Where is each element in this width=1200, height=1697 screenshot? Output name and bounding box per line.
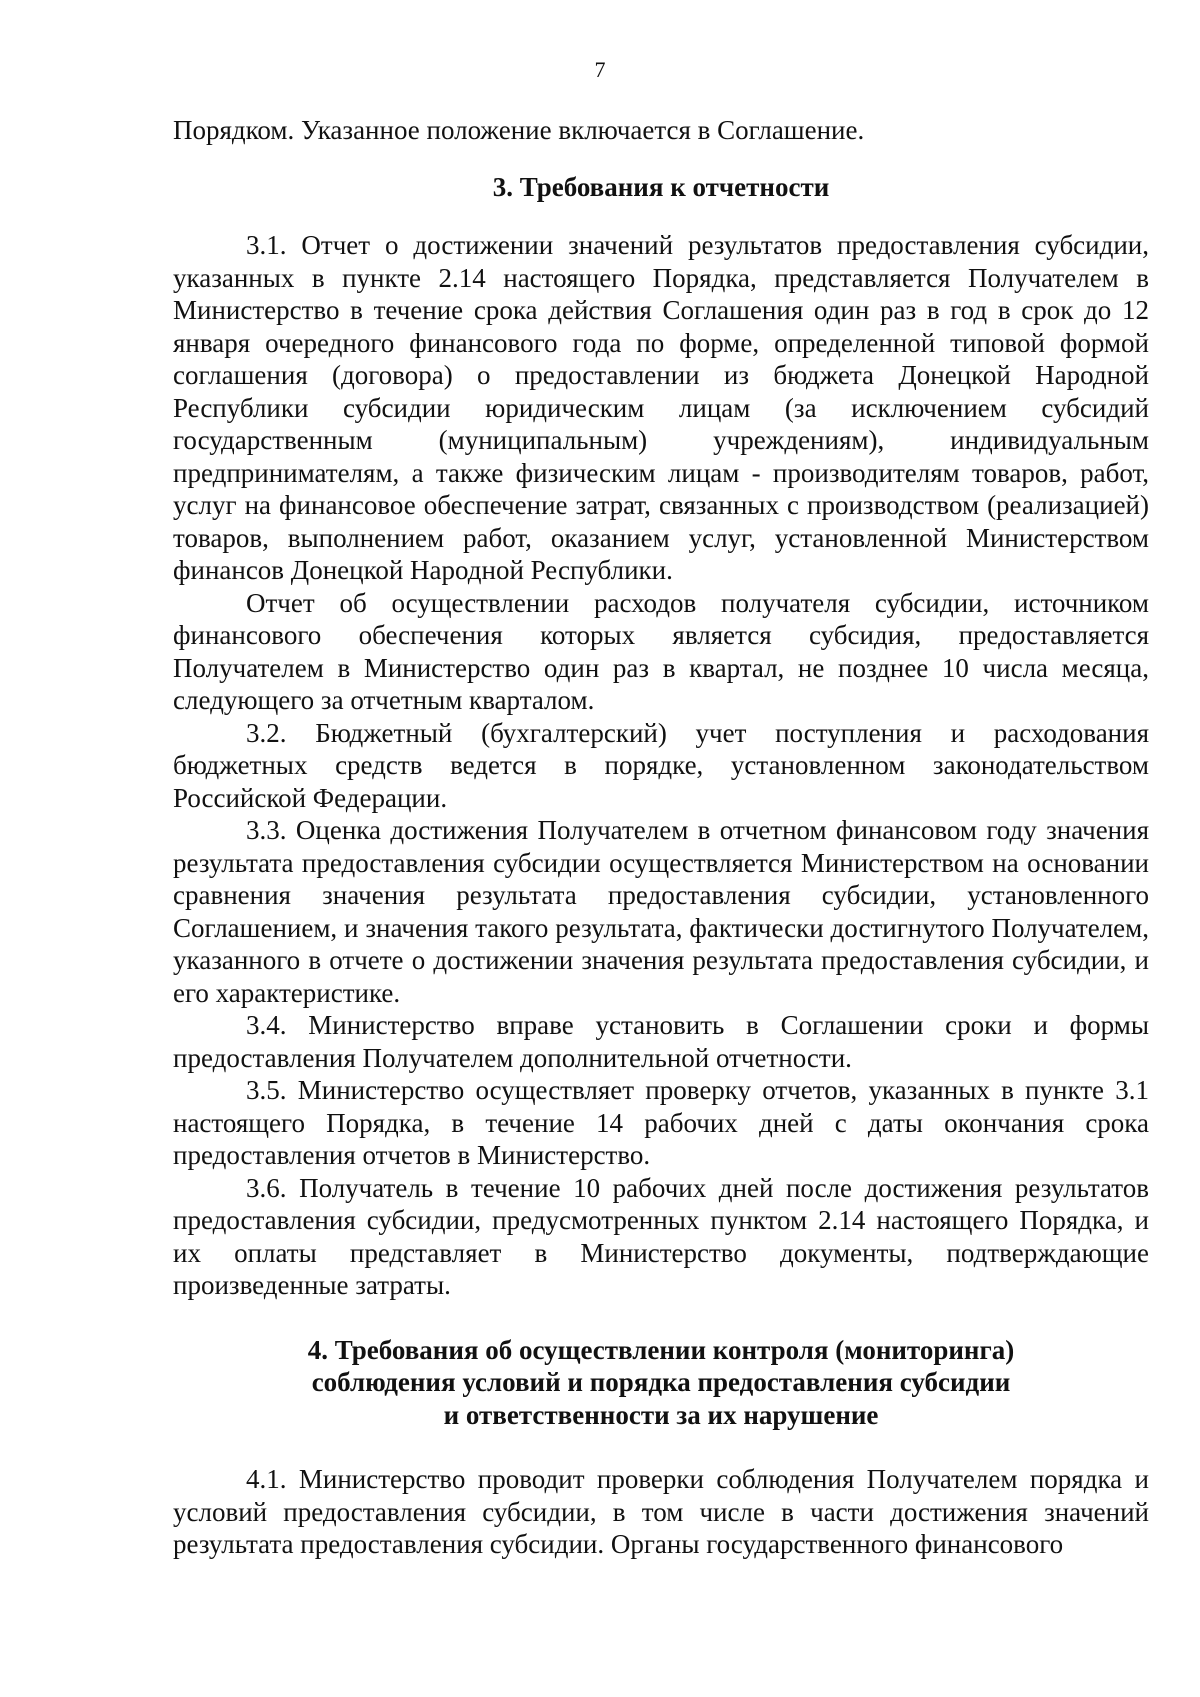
section-3-body [173,229,1149,1302]
document-body [173,114,1149,1561]
paragraph-3-5: 3.5. Министерство осуществляет проверку отчетов, указанных в пункте 3.1 настоящего Порядка, в течение 14 рабочих дней с даты окончания срока предоставления отчетов в Министерство. [173,1075,1149,1170]
paragraph-3-1-expenses-report: Отчет об осуществлении расходов получателя субсидии, источником финансового обеспечения которых является субсидия, предоставляется Получателем в Министерство один раз в квартал, не позднее 10 числа месяца, следующего за отчетным кварталом. [173,587,1149,715]
section-4-heading-line: и ответственности за их нарушение [443,1399,879,1430]
section-3-heading: 3. Требования к отчетности [492,171,830,202]
paragraph-3-4: 3.4. Министерство вправе установить в Соглашении сроки и формы предоставления Получателем дополнительной отчетности. [173,1010,1149,1073]
page-number: 7 [594,57,606,82]
paragraph-4-1: 4.1. Министерство проводит проверки соблюдения Получателем порядка и условий предоставления субсидии, в том числе в части достижения значений результата предоставления субсидии. Органы государственного финансового [173,1464,1149,1559]
section-4-heading-line: соблюдения условий и порядка предоставления субсидии [311,1367,1011,1397]
paragraph-3-3: 3.3. Оценка достижения Получателем в отчетном финансовом году значения результата предоставления субсидии осуществляется Министерством на основании сравнения значения результата предоставления субсидии, установленного Соглашением, и значения такого результата, фактически достигнутого Получателем, указанного в отчете о достижении значения результата предоставления субсидии, и его характеристике. [173,815,1149,1008]
section-4-body [173,1463,1149,1561]
section-4-heading [173,1334,1149,1432]
paragraph-3-6: 3.6. Получатель в течение 10 рабочих дней после достижения результатов предоставления субсидии, предусмотренных пунктом 2.14 настоящего Порядка, и их оплаты представляет в Министерство документы, подтверждающие произведенные затраты. [173,1172,1149,1300]
continuation-text: Порядком. Указанное положение включается в Соглашение. [173,115,865,145]
paragraph-3-2: 3.2. Бюджетный (бухгалтерский) учет поступления и расходования бюджетных средств ведется в порядке, установленном законодательством Российской Федерации. [173,717,1149,813]
paragraph-3-1: 3.1. Отчет о достижении значений результатов предоставления субсидии, указанных в пункте 2.14 настоящего Порядка, представляется Получателем в Министерство в течение срока действия Соглашения один раз в год в срок до 12 января очередного финансового года по форме, определенной типовой формой соглашения (договора) о предоставлении из бюджета Донецкой Народной Республики субсидии юридическим лицам (за исключением субсидий государственным (муниципальным) учреждениям), индивидуальным предпринимателям, а также физическим лицам - производителям товаров, работ, услуг на финансовое обеспечение затрат, связанных с производством (реализацией) товаров, выполнением работ, оказанием услуг, установленной Министерством финансов Донецкой Народной Республики. [173,230,1149,585]
section-4-heading-line: 4. Требования об осуществлении контроля (мониторинга) [307,1334,1015,1365]
